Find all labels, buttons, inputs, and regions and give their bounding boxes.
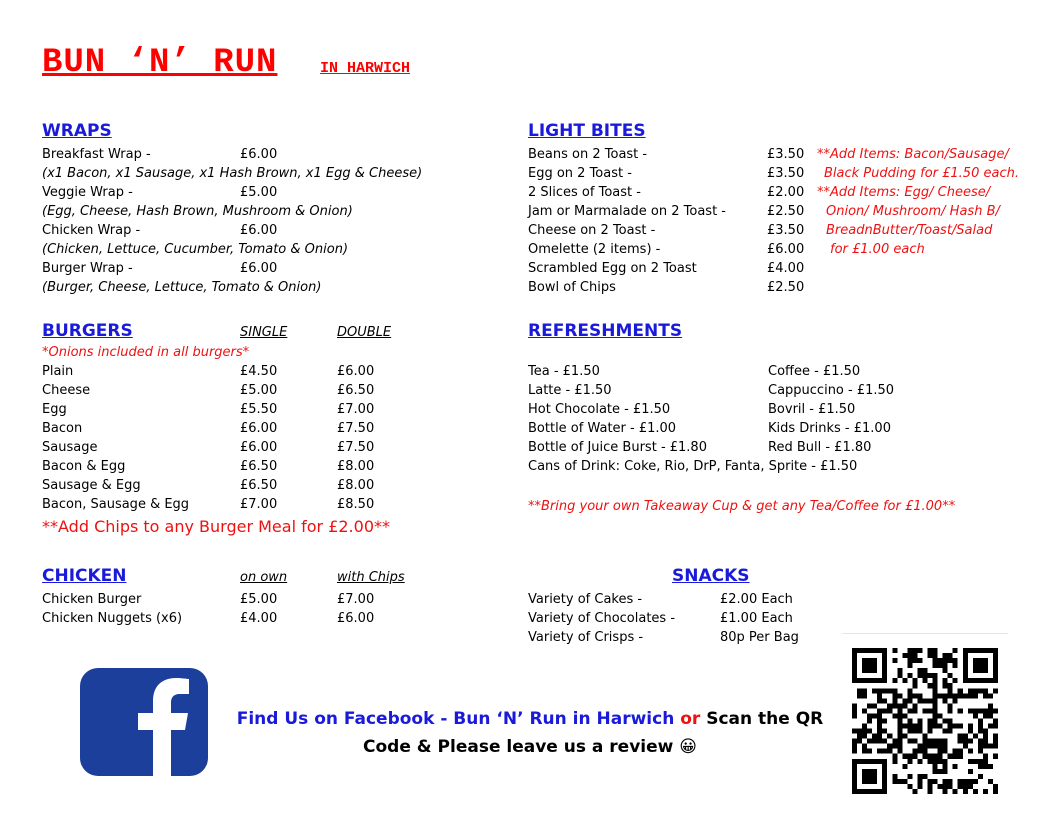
- burgers-chips-promo: **Add Chips to any Burger Meal for £2.00**: [42, 517, 390, 536]
- light-bite-price: £2.50: [767, 280, 805, 295]
- snack-name: Variety of Cakes -: [528, 592, 643, 607]
- snack-price: £2.00 Each: [720, 592, 793, 607]
- light-bite-price: £3.50: [767, 147, 805, 162]
- wrap-desc: (Chicken, Lettuce, Cucumber, Tomato & Onion): [42, 242, 349, 257]
- light-bite-name: Beans on 2 Toast -: [528, 147, 648, 162]
- burger-double-price: £7.50: [337, 421, 375, 436]
- burger-single-price: £5.00: [240, 383, 278, 398]
- burger-name: Sausage: [42, 440, 98, 455]
- qr-code-graphic: [852, 648, 998, 794]
- burger-single-price: £6.00: [240, 440, 278, 455]
- facebook-logo-icon[interactable]: [80, 668, 208, 776]
- footer-line-2: Code & Please leave us a review 😀: [363, 737, 697, 757]
- footer-or: or: [680, 709, 701, 729]
- burger-double-price: £8.00: [337, 459, 375, 474]
- drink-item: Kids Drinks - £1.00: [768, 421, 891, 436]
- chicken-chips-price: £6.00: [337, 611, 375, 626]
- burgers-note: *Onions included in all burgers*: [42, 345, 250, 360]
- burger-single-price: £6.00: [240, 421, 278, 436]
- burgers-single-header: SINGLE: [240, 325, 288, 340]
- wrap-price: £6.00: [240, 223, 278, 238]
- chicken-item-name: Chicken Nuggets (x6): [42, 611, 183, 626]
- drink-item: Hot Chocolate - £1.50: [528, 402, 671, 417]
- chicken-own-price: £5.00: [240, 592, 278, 607]
- refreshments-heading: REFRESHMENTS: [528, 321, 683, 341]
- page-subtitle: IN HARWICH: [320, 60, 411, 77]
- burger-name: Bacon & Egg: [42, 459, 126, 474]
- burger-single-price: £7.00: [240, 497, 278, 512]
- wrap-price: £6.00: [240, 147, 278, 162]
- chicken-on-own-header: on own: [240, 570, 288, 585]
- burger-double-price: £7.50: [337, 440, 375, 455]
- light-bite-name: Scrambled Egg on 2 Toast: [528, 261, 697, 276]
- burger-name: Sausage & Egg: [42, 478, 141, 493]
- light-bites-addon-note: **Add Items: Bacon/Sausage/: [817, 147, 1009, 162]
- snack-price: £1.00 Each: [720, 611, 793, 626]
- drink-item: Red Bull - £1.80: [768, 440, 872, 455]
- light-bite-price: £6.00: [767, 242, 805, 257]
- drink-item: Bottle of Juice Burst - £1.80: [528, 440, 707, 455]
- page-title: BUN ‘N’ RUN: [42, 44, 278, 82]
- wrap-desc: (x1 Bacon, x1 Sausage, x1 Hash Brown, x1 Egg & Cheese): [42, 166, 423, 181]
- snack-price: 80p Per Bag: [720, 630, 799, 645]
- drink-item: Bovril - £1.50: [768, 402, 856, 417]
- wrap-name: Burger Wrap -: [42, 261, 133, 276]
- chicken-own-price: £4.00: [240, 611, 278, 626]
- wrap-price: £5.00: [240, 185, 278, 200]
- light-bite-name: Omelette (2 items) -: [528, 242, 661, 257]
- light-bite-price: £2.00: [767, 185, 805, 200]
- light-bites-addon-note: Onion/ Mushroom/ Hash B/: [826, 204, 1000, 219]
- light-bite-price: £3.50: [767, 223, 805, 238]
- burger-name: Bacon, Sausage & Egg: [42, 497, 190, 512]
- wrap-name: Chicken Wrap -: [42, 223, 141, 238]
- wrap-name: Veggie Wrap -: [42, 185, 133, 200]
- light-bite-name: Egg on 2 Toast -: [528, 166, 632, 181]
- wrap-desc: (Burger, Cheese, Lettuce, Tomato & Onion): [42, 280, 322, 295]
- facebook-f-glyph: [80, 668, 208, 776]
- light-bites-addon-note: Black Pudding for £1.50 each.: [824, 166, 1019, 181]
- drink-item: Bottle of Water - £1.00: [528, 421, 677, 436]
- drink-item: Cappuccino - £1.50: [768, 383, 895, 398]
- wrap-desc: (Egg, Cheese, Hash Brown, Mushroom & Onion): [42, 204, 353, 219]
- qr-code-icon[interactable]: [852, 648, 998, 794]
- cans-of-drink: Cans of Drink: Coke, Rio, DrP, Fanta, Sprite - £1.50: [528, 459, 858, 474]
- light-bite-price: £4.00: [767, 261, 805, 276]
- light-bites-addon-note: **Add Items: Egg/ Cheese/: [817, 185, 991, 200]
- takeaway-cup-promo: **Bring your own Takeaway Cup & get any Tea/Coffee for £1.00**: [528, 499, 956, 514]
- light-bite-price: £2.50: [767, 204, 805, 219]
- footer-message: [230, 705, 830, 761]
- facebook-link[interactable]: Find Us on Facebook - Bun ‘N’ Run in Harwich: [236, 709, 675, 729]
- burger-name: Bacon: [42, 421, 83, 436]
- chicken-heading: CHICKEN: [42, 566, 127, 586]
- burger-name: Egg: [42, 402, 67, 417]
- light-bites-addon-note: for £1.00 each: [830, 242, 925, 257]
- chicken-item-name: Chicken Burger: [42, 592, 142, 607]
- burger-double-price: £6.00: [337, 364, 375, 379]
- wrap-price: £6.00: [240, 261, 278, 276]
- burger-double-price: £8.00: [337, 478, 375, 493]
- burger-single-price: £6.50: [240, 459, 278, 474]
- burger-name: Plain: [42, 364, 74, 379]
- footer-line-1: [230, 705, 830, 733]
- burger-double-price: £6.50: [337, 383, 375, 398]
- burgers-double-header: DOUBLE: [337, 325, 392, 340]
- drink-item: Latte - £1.50: [528, 383, 612, 398]
- burger-name: Cheese: [42, 383, 91, 398]
- wraps-heading: WRAPS: [42, 121, 112, 141]
- burgers-heading: BURGERS: [42, 321, 133, 341]
- burger-double-price: £7.00: [337, 402, 375, 417]
- drink-item: Tea - £1.50: [528, 364, 600, 379]
- snack-name: Variety of Chocolates -: [528, 611, 676, 626]
- burger-single-price: £4.50: [240, 364, 278, 379]
- chicken-chips-price: £7.00: [337, 592, 375, 607]
- light-bite-name: Bowl of Chips: [528, 280, 616, 295]
- burger-double-price: £8.50: [337, 497, 375, 512]
- burger-single-price: £5.50: [240, 402, 278, 417]
- drink-item: Coffee - £1.50: [768, 364, 861, 379]
- chicken-with-chips-header: with Chips: [337, 570, 405, 585]
- light-bites-addon-note: BreadnButter/Toast/Salad: [826, 223, 993, 238]
- qr-divider: [842, 633, 1008, 634]
- wrap-name: Breakfast Wrap -: [42, 147, 151, 162]
- snacks-heading: SNACKS: [672, 566, 750, 586]
- light-bite-price: £3.50: [767, 166, 805, 181]
- light-bite-name: Cheese on 2 Toast -: [528, 223, 656, 238]
- light-bite-name: 2 Slices of Toast -: [528, 185, 641, 200]
- burger-single-price: £6.50: [240, 478, 278, 493]
- snack-name: Variety of Crisps -: [528, 630, 644, 645]
- light-bite-name: Jam or Marmalade on 2 Toast -: [528, 204, 726, 219]
- light-bites-heading: LIGHT BITES: [528, 121, 646, 141]
- footer-scan-text: Scan the QR: [706, 709, 824, 729]
